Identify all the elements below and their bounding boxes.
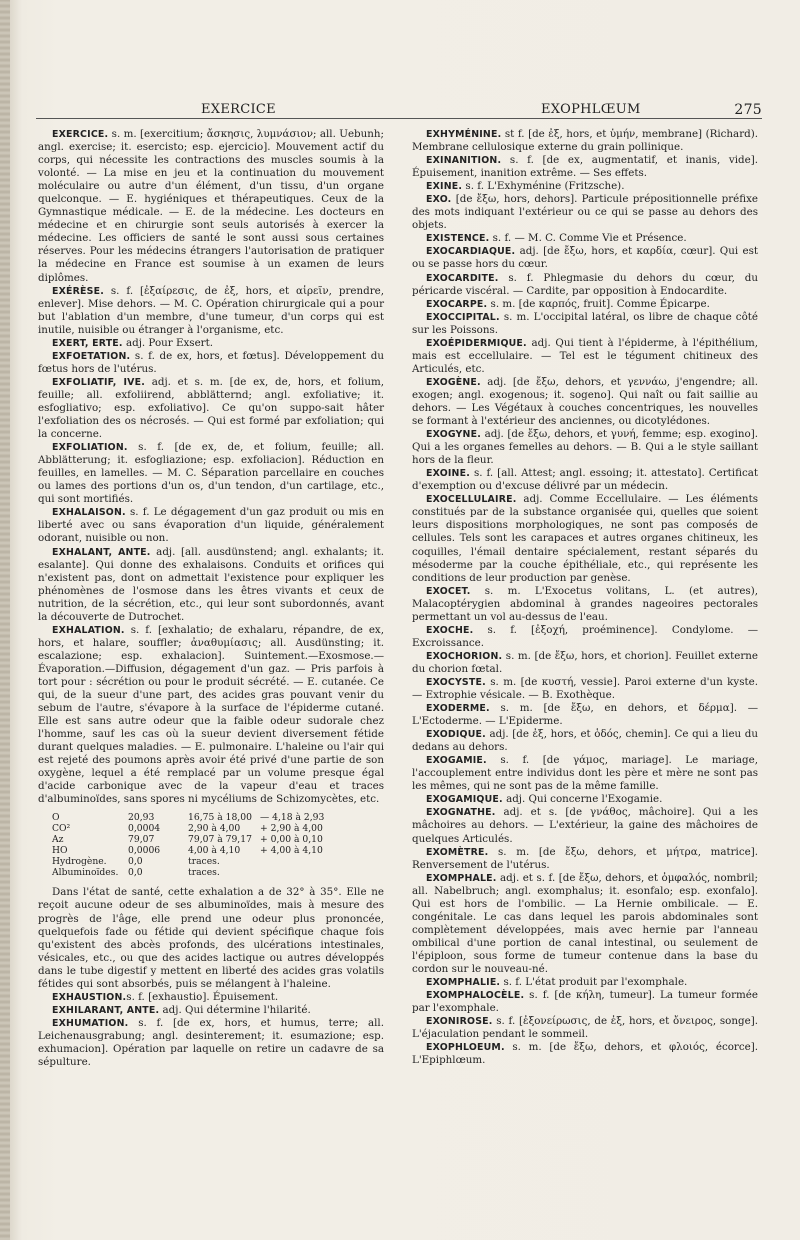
dictionary-entry [412, 337, 758, 376]
entry-headword: EXONIROSE. [426, 1016, 493, 1028]
entry-headword: EXO. [426, 194, 452, 206]
entry-headword: EXOGAMIE. [426, 755, 487, 767]
entry-definition: adj. Comme Eccellulaire. — Les éléments constitués par de la substance organisée qui, quelles que soient leurs dispositions morphologiques, ne sont pas composés de cellules. Tels sont les carapaces et autres organes chitineux, les coquilles, l'émail dentaire spécialement, restant séparés du mésoderme par la couche épithéliale, etc., qui représente les conditions de leur production par genèse. [412, 493, 758, 584]
entry-headword: EXOMPHALE. [426, 872, 497, 884]
entry-definition: st f. [de ἐξ, hors, et ὑμήν, membrane] (Richard). Membrane cellulosique externe du grain pollinique. [412, 128, 758, 154]
entry-headword: EXHALAISON. [52, 507, 126, 519]
entry-definition: Dans l'état de santé, cette exhalation a de 32° à 35°. Elle ne reçoit aucune odeur de ses albuminoïdes, mais à mesure des progrès de l'âge, elle prend une odeur plus prononcée, quelquefois fade ou fétide qui devient spécifique chaque fois qu'existent des abcès profonds, des ulcérations intestinales, vésicales, etc., ou que des acides lactique ou autres développés dans le tube digestif y mettent en liberté des acides gras volatils fétides qui sont absorbés, puis se mélangent à l'haleine. [38, 886, 384, 990]
dictionary-entry [412, 976, 758, 989]
entry-headword: EXOMPHALIE. [426, 977, 501, 989]
table-cell: + 4,00 à 4,10 [260, 845, 323, 857]
entry-definition: adj. Qui détermine l'hilarité. [159, 1003, 311, 1016]
entry-headword: EXHALATION. [52, 624, 125, 636]
dictionary-entry [38, 886, 384, 990]
dictionary-entry [38, 624, 384, 807]
entry-headword: EXOCHORION. [426, 650, 503, 662]
entry-definition: s. f. [de ex, augmentatif, et inanis, vide]. Épuisement, inanition extrême. — Ses effets. [412, 154, 758, 180]
dictionary-entry [412, 650, 758, 676]
dictionary-entry [412, 754, 758, 793]
dictionary-entry [412, 154, 758, 180]
entry-definition: adj. Qui tient à l'épiderme, à l'épithélium, mais est eccellulaire. — Tel est le tégument chitineux des Articulés, etc. [412, 336, 758, 375]
entry-definition: s. f. [exhaustio]. Épuisement. [126, 990, 279, 1003]
dictionary-entry [412, 793, 758, 806]
entry-headword: EXFOLIATION. [52, 442, 128, 454]
table-cell: 2,90 à 4,00 [188, 823, 241, 835]
entry-definition: s. f. [de ex, hors, et humus, terre; all. Leichenausgrabung; angl. desinterement; it. esumazione; esp. exhumacion]. Opération par laquelle on retire un cadavre de sa sépulture. [38, 1016, 384, 1069]
table-cell: 79,07 à 79,17 [188, 834, 252, 846]
entry-headword: EXERT, ERTE. [52, 337, 123, 349]
table-cell: Hydrogène. [52, 856, 107, 868]
entry-headword: EXHYMÉNINE. [426, 129, 502, 140]
entry-headword: EXERCICE. [52, 129, 109, 140]
entry-headword: EXOMÈTRE. [426, 846, 489, 858]
entry-headword: EXOCYSTE. [426, 676, 486, 688]
entry-definition: s. m. [exercitium; ἄσκησις, λυμνάσιον; all. Uebunh; angl. exercise; it. esercisto; esp. ejercicio]. Mouvement actif du corps, qui nécessite les contractions des muscles soumis à la volonté. — La mise en jeu et la continuation du mouvement moléculaire ou autre d'un élément, d'un tissu, d'un organe quelconque. — E. hygiéniques et thérapeutiques. Ceux de la Gymnastique médicale. — E. de la médecine. Les docteurs en médecine et en chirurgie sont seuls autorisés à exercer la médecine. Les officiers de santé le sont aussi sous certaines réserves. Pour les médecins étrangers l'autorisation de pratiquer la médecine en France est soumise à un examen de leurs diplômes. [38, 128, 384, 284]
entry-headword: EXINE. [426, 181, 463, 193]
entry-definition: s. f. [exhalatio; de exhalaru, répandre, de ex, hors, et halare, souffler; ἀναθυμίασις; all. Ausdünsting; it. escalazione; esp. exhalacion]. Suintement.—Exosmose.—Évaporation.—Diffusion, dégagement d'un gaz. — Pris parfois à tort pour : sécrétion ou pour le produit sécrété. — E. cutanée. Ce qui, de la sueur d'une part, des acides gras pouvant venir du sebum de l'autre, s'évapore à la surface de l'épiderme cutané. Elle est sans autre odeur que la faible odeur sudorale chez l'homme, sauf les cas où la sueur devient diversement fétide durant quelques maladies. — E. pulmonaire. L'haleine ou l'air qui est rejeté des poumons après avoir été privé d'une partie de son oxygène, lequel a été remplacé par un volume presque égal d'acide carbonique avec de la vapeur d'eau et traces d'albuminoïdes, sans spores ni mycéliums de Schizomycètes, etc. [38, 623, 384, 806]
table-row [52, 845, 330, 856]
entry-definition: s. m. [de κυστή, vessie]. Paroi externe d'un kyste. — Extrophie vésicale. — B. Exothèque. [412, 675, 758, 702]
entry-definition: s. f. [ἐξονείρωσις, de ἐξ, hors, et ὄνειρος, songe]. L'éjaculation pendant le sommeil. [412, 1015, 758, 1041]
entry-headword: EXINANITION. [426, 155, 502, 167]
entry-definition: adj. et s. [de γνάθος, mâchoire]. Qui a les mâchoires au dehors. — L'extérieur, la gaine des mâchoires de quelques Articulés. [412, 806, 758, 845]
table-row [52, 834, 330, 845]
entry-definition: s. m. [de καρπός, fruit]. Comme Épicarpe. [487, 297, 710, 310]
table-cell: Albuminoïdes. [52, 867, 119, 879]
entry-definition: s. f. — M. C. Comme Vie et Présence. [489, 232, 687, 245]
dictionary-entry [412, 193, 758, 232]
dictionary-entry [412, 989, 758, 1015]
entry-definition: s. f. Phlegmasie du dehors du cœur, du péricarde viscéral. — Cardite, par opposition à Endocardite. [412, 271, 758, 297]
entry-definition: s. f. Le dégagement d'un gaz produit ou mis en liberté avec ou sans évaporation d'un liquide, généralement odorant, nuisible ou non. [38, 506, 384, 545]
left-entries [38, 128, 384, 806]
dictionary-entry [412, 298, 758, 311]
entry-definition: s. f. L'Exhyménine (Fritzsche). [462, 180, 625, 193]
entry-headword: EXOPHLOEUM. [426, 1042, 505, 1054]
table-cell: CO² [52, 823, 71, 835]
table-cell: Az [52, 834, 64, 846]
page-number: 275 [734, 102, 762, 118]
table-cell: 0,0006 [128, 845, 161, 857]
dictionary-entry [412, 467, 758, 493]
header-middle-word: EXOPHLŒUM [541, 102, 641, 117]
dictionary-entry [412, 1015, 758, 1041]
right-column [412, 128, 758, 1067]
entry-definition: s. f. [all. Attest; angl. essoing; it. attestato]. Certificat d'exemption ou d'excuse délivré par un médecin. [412, 467, 758, 493]
entry-headword: EXOGÈNE. [426, 376, 481, 388]
table-cell: HO [52, 845, 68, 857]
entry-definition: s. m. [de ἔξω, dehors, et μήτρα, matrice]. Renversement de l'utérus. [412, 845, 758, 871]
entry-definition: s. m. L'occipital latéral, os libre de chaque côté sur les Poissons. [412, 310, 758, 336]
entry-headword: EXOCARPE. [426, 298, 488, 310]
entry-headword: EXOMPHALOCÈLE. [426, 990, 525, 1002]
dictionary-entry [412, 245, 758, 271]
table-cell: 0,0 [128, 867, 143, 879]
entry-definition: adj. [all. ausdünstend; angl. exhalants; it. esalante]. Qui donne des exhalaisons. Conduits et orifices qui n'existent pas, dont on admettait l'existence pour expliquer les phénomènes de l'osmose dans les êtres vivants et ceux de nutrition, de la sécrétion, etc., qui leur sont subordonnés, avant la découverte de Dutrochet. [38, 545, 384, 623]
dictionary-entry [412, 311, 758, 337]
dictionary-entry [38, 1004, 384, 1017]
dictionary-entry [412, 1041, 758, 1067]
table-cell: + 0,00 à 0,10 [260, 834, 323, 846]
entry-definition: adj. et s. m. [de ex, de, hors, et folium, feuille; all. exfoliirend, abblätternd; angl. exfoliative; it. esfogliativo; esp. exfoliativo]. Ce qu'on suppo-sait hâter l'exfoliation des os nécrosés. — Qui est formé par exfoliation; qui la concerne. [38, 375, 384, 441]
entry-definition: s. f. [de ex, de, et folium, feuille; all. Abblätterung; it. esfogliazione; esp. exfoliacion]. Réduction en feuilles, en lamelles. — M. C. Séparation parcellaire en couches ou lames des portions d'un os, d'un tendon, d'un cartilage, etc., qui sont mortifiés. [38, 441, 384, 506]
entry-definition: adj. [de ἐξ, hors, et ὁδός, chemin]. Ce qui a lieu du dedans au dehors. [412, 728, 758, 754]
dictionary-entry [38, 441, 384, 506]
book-binding-edge [0, 0, 10, 1240]
entry-definition: adj. et s. f. [de ἔξω, dehors, et ὀμφαλός, nombril; all. Nabelbruch; angl. exomphalus; it. esonfalo; esp. exonfalo]. Qui est hors de l'ombilic. — La Hernie ombilicale. — E. congénitale. Le cas dans lequel les parois abdominales sont complètement développées, mais avec hernie par l'anneau ombilical d'une portion de canal intestinal, ou seulement de l'épiploon, sous forme de tumeur contenue dans la base du cordon sur le nouveau-né. [412, 871, 758, 975]
table-cell [260, 856, 330, 867]
table-cell: — 4,18 à 2,93 [260, 812, 325, 824]
entry-headword: EXHAUSTION. [52, 991, 127, 1003]
dictionary-entry [412, 624, 758, 650]
entry-definition: s. m. [de ἔξω, dehors, et φλοιός, écorce]. L'Epiphlœum. [412, 1041, 758, 1067]
dictionary-entry [412, 676, 758, 702]
dictionary-entry [412, 846, 758, 872]
table-cell: + 2,90 à 4,00 [260, 823, 323, 835]
left-column [38, 128, 384, 1069]
dictionary-entry [412, 232, 758, 245]
entry-definition: s. f. L'état produit par l'exomphale. [500, 976, 688, 989]
table-cell: traces. [188, 867, 220, 879]
dictionary-entry [412, 180, 758, 193]
table-row [52, 856, 330, 867]
entry-definition: [de ἔξω, hors, dehors]. Particule prépositionnelle préfixe des mots indiquant l'extérieur ou ce qui se passe au dehors des objets. [412, 193, 758, 232]
dictionary-entry [38, 350, 384, 376]
left-entries-after [38, 886, 384, 1069]
table-cell: 0,0 [128, 856, 143, 868]
dictionary-entry [412, 702, 758, 728]
entry-definition: adj. [de ἔξω, dehors, et γυνή, femme; esp. exogino]. Qui a les organes femelles au dehors. — B. Qui a le style saillant hors de la fleur. [412, 428, 758, 467]
dictionary-entry [38, 546, 384, 624]
dictionary-entry [38, 128, 384, 285]
table-cell: 20,93 [128, 812, 155, 824]
dictionary-entry [412, 428, 758, 467]
dictionary-entry [38, 337, 384, 350]
entry-headword: EXOINE. [426, 468, 470, 480]
dictionary-entry [412, 728, 758, 754]
entry-headword: EXOGNATHE. [426, 807, 496, 819]
entry-definition: s. f. [de κήλη, tumeur]. La tumeur formée par l'exomphale. [412, 989, 758, 1015]
entry-headword: EXÉRÈSE. [52, 285, 104, 297]
dictionary-entry [412, 872, 758, 976]
dictionary-entry [38, 1017, 384, 1069]
entry-headword: EXODERME. [426, 703, 490, 715]
table-cell: 79,07 [128, 834, 155, 846]
table-cell: O [52, 812, 60, 824]
dictionary-entry [38, 285, 384, 337]
table-cell: 0,0004 [128, 823, 161, 835]
entry-headword: EXHUMATION. [52, 1017, 129, 1029]
entry-definition: s. m. L'Exocetus volitans, L. (et autres), Malacoptérygien abdominal à grandes nageoires pectorales permettant un vol au-dessus de l'eau. [412, 584, 758, 623]
entry-definition: s. f. [de γάμος, mariage]. Le mariage, l'accouplement entre individus dont les père et mère ne sont pas les mêmes, qui ne sont pas de la même famille. [412, 754, 758, 793]
entry-definition: s. f. de ex, hors, et fœtus]. Développement du fœtus hors de l'utérus. [38, 349, 384, 375]
dictionary-entry [412, 585, 758, 624]
entry-headword: EXODIQUE. [426, 729, 486, 741]
composition-table [52, 812, 330, 878]
entry-headword: EXFOLIATIF, IVE. [52, 376, 145, 388]
dictionary-entry [412, 376, 758, 428]
entry-definition: adj. [de ἔξω, hors, et καρδία, cœur]. Qui est ou se passe hors du cœur. [412, 245, 758, 271]
dictionary-entry [38, 506, 384, 545]
dictionary-entry [412, 272, 758, 298]
entry-definition: s. f. [ἐξοχή, proéminence]. Condylome. — Excroissance. [412, 623, 758, 649]
entry-headword: EXOCELLULAIRE. [426, 494, 517, 506]
entry-headword: EXFOETATION. [52, 350, 131, 362]
header-rule [36, 118, 762, 119]
dictionary-entry [38, 991, 384, 1004]
entry-headword: EXOCHE. [426, 624, 474, 636]
table-cell: 16,75 à 18,00 [188, 812, 252, 824]
entry-headword: EXHILARANT, ANTE. [52, 1004, 160, 1016]
entry-headword: EXISTENCE. [426, 233, 490, 245]
entry-headword: EXHALANT, ANTE. [52, 546, 151, 558]
entry-definition: s. m. [de ἔξω, en dehors, et δέρμα]. — L'Ectoderme. — L'Epiderme. [412, 702, 758, 728]
table-cell [260, 867, 330, 878]
table-row [52, 812, 330, 823]
entry-definition: adj. [de ἔξω, dehors, et γεννάω, j'engendre; all. exogen; angl. exogenous; it. sogeno]. Qui naît ou fait saillie au dehors. — Les Végétaux à couches concentriques, les nouvelles se formant à l'extérieur des anciennes, ou dicotylédones. [412, 375, 758, 428]
table-row [52, 867, 330, 878]
header-left-word: EXERCICE [201, 102, 276, 117]
entry-definition: s. f. [ἐξαίρεσις, de ἐξ, hors, et αἱρεῖν, prendre, enlever]. Mise dehors. — M. C. Opération chirurgicale qui a pour but l'ablation d'un membre, d'une tumeur, d'un corps qui est inutile, nuisible ou étranger à l'organisme, etc. [38, 284, 384, 336]
entry-headword: EXOCCIPITAL. [426, 311, 500, 323]
entry-headword: EXOCET. [426, 585, 471, 597]
dictionary-entry [38, 376, 384, 441]
dictionary-entry [412, 806, 758, 845]
entry-headword: EXOGYNE. [426, 429, 481, 441]
dictionary-entry [412, 493, 758, 584]
dictionary-entry [412, 128, 758, 154]
table-cell: traces. [188, 856, 220, 868]
entry-definition: s. m. [de ἔξω, hors, et chorion]. Feuillet externe du chorion fœtal. [412, 649, 758, 675]
entry-definition: adj. Pour Exsert. [122, 336, 214, 349]
entry-headword: EXOCARDITE. [426, 272, 499, 284]
table-row [52, 823, 330, 834]
entry-headword: EXOCARDIAQUE. [426, 246, 516, 258]
table-cell: 4,00 à 4,10 [188, 845, 241, 857]
entry-headword: EXOÉPIDERMIQUE. [426, 337, 527, 349]
right-entries [412, 128, 758, 1067]
entry-definition: adj. Qui concerne l'Exogamie. [502, 793, 663, 806]
entry-headword: EXOGAMIQUE. [426, 794, 503, 806]
